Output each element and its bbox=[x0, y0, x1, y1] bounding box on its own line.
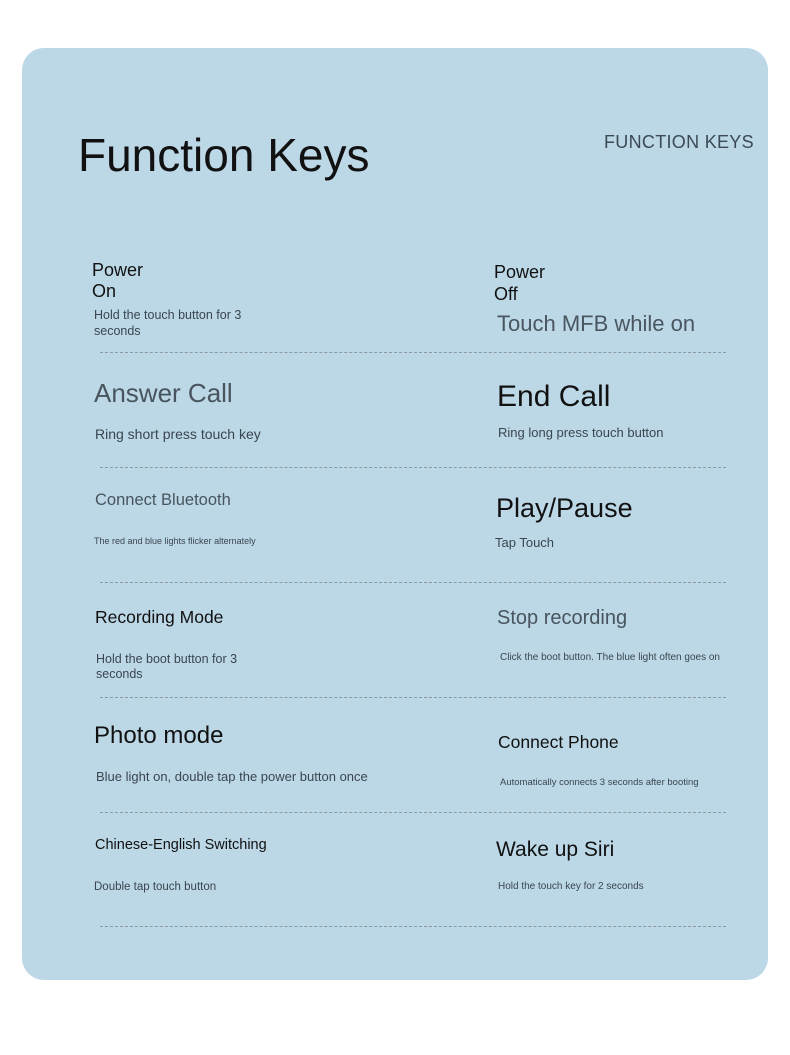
row-divider bbox=[100, 926, 726, 927]
row-divider bbox=[100, 467, 726, 468]
wake-up-siri-desc: Hold the touch key for 2 seconds bbox=[498, 881, 644, 892]
answer-call-title: Answer Call bbox=[94, 378, 233, 408]
recording-mode-title: Recording Mode bbox=[95, 607, 224, 627]
wake-up-siri-title: Wake up Siri bbox=[496, 838, 615, 861]
stop-recording-title: Stop recording bbox=[497, 607, 628, 629]
connect-bluetooth-title: Connect Bluetooth bbox=[95, 491, 231, 509]
recording-mode-desc: Hold the boot button for 3 seconds bbox=[96, 652, 238, 681]
answer-call-desc: Ring short press touch key bbox=[95, 426, 261, 442]
row-divider bbox=[100, 352, 726, 353]
chinese-english-switching-title: Chinese-English Switching bbox=[95, 837, 267, 853]
play-pause-title: Play/Pause bbox=[496, 493, 633, 523]
stop-recording-desc: Click the boot button. The blue light often goes on bbox=[500, 652, 720, 663]
power-on-desc: Hold the touch button for 3 seconds bbox=[94, 308, 242, 338]
photo-mode-desc: Blue light on, double tap the power button once bbox=[96, 769, 368, 784]
power-off-desc: Touch MFB while on bbox=[497, 311, 696, 336]
row-divider bbox=[100, 812, 726, 813]
connect-bluetooth-desc: The red and blue lights flicker alternately bbox=[94, 536, 256, 546]
power-off-title: Power Off bbox=[494, 262, 546, 304]
photo-mode-title: Photo mode bbox=[94, 722, 224, 749]
power-on-title: Power On bbox=[92, 260, 144, 301]
row-divider bbox=[100, 582, 726, 583]
end-call-title: End Call bbox=[497, 380, 611, 413]
connect-phone-title: Connect Phone bbox=[498, 732, 619, 752]
page-title: Function Keys bbox=[78, 129, 370, 181]
connect-phone-desc: Automatically connects 3 seconds after booting bbox=[500, 777, 699, 788]
chinese-english-switching-desc: Double tap touch button bbox=[94, 881, 217, 893]
play-pause-desc: Tap Touch bbox=[495, 535, 555, 550]
row-divider bbox=[100, 697, 726, 698]
section-kicker: FUNCTION KEYS bbox=[604, 132, 754, 152]
end-call-desc: Ring long press touch button bbox=[498, 425, 664, 440]
